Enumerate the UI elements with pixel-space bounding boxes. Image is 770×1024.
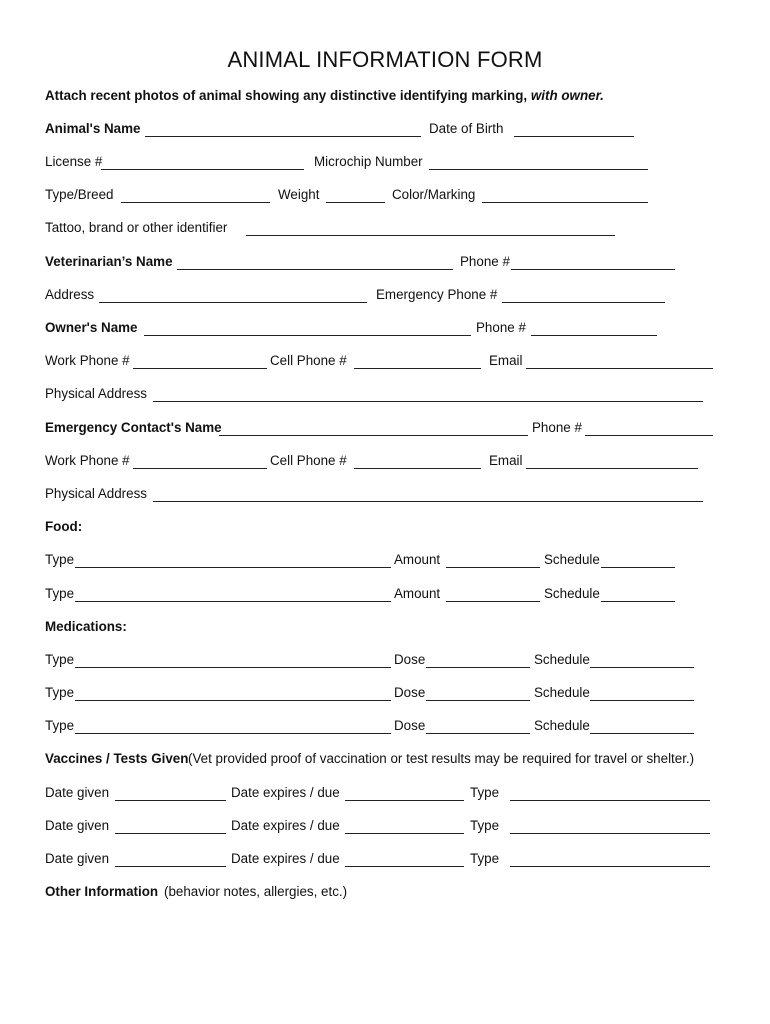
medication-schedule-label: Schedule (534, 718, 590, 733)
vaccine-date-given-field[interactable] (115, 866, 226, 867)
food-amount-label: Amount (394, 552, 441, 567)
other-information-note: (behavior notes, allergies, etc.) (164, 884, 348, 899)
medication-type-field[interactable] (75, 733, 391, 734)
medication-schedule-field[interactable] (590, 700, 694, 701)
owner-email-label: Email (489, 353, 523, 368)
food-type-field[interactable] (75, 567, 391, 568)
ec-work-phone-label: Work Phone # (45, 453, 130, 468)
medication-schedule-field[interactable] (590, 667, 694, 668)
owner-cell-phone-label: Cell Phone # (270, 353, 347, 368)
emergency-contact-phone-label: Phone # (532, 420, 582, 435)
instruction-emphasis: with owner. (530, 88, 604, 103)
owner-phone-label: Phone # (476, 320, 526, 335)
vaccines-note: (Vet provided proof of vaccination or test results may be required for travel or shelter.) (188, 751, 695, 766)
vet-address-field[interactable] (99, 302, 367, 303)
owner-physical-address-label: Physical Address (45, 386, 147, 401)
ec-physical-address-label: Physical Address (45, 486, 147, 501)
medication-schedule-label: Schedule (534, 685, 590, 700)
food-type-field[interactable] (75, 601, 391, 602)
medication-dose-field[interactable] (426, 700, 530, 701)
license-label: License # (45, 154, 103, 169)
vet-phone-field[interactable] (511, 269, 675, 270)
food-schedule-label: Schedule (544, 552, 600, 567)
color-marking-field[interactable] (482, 202, 648, 203)
owner-work-phone-label: Work Phone # (45, 353, 130, 368)
ec-email-label: Email (489, 453, 523, 468)
ec-cell-phone-label: Cell Phone # (270, 453, 347, 468)
food-amount-field[interactable] (446, 601, 540, 602)
medication-dose-field[interactable] (426, 733, 530, 734)
owner-name-label: Owner's Name (45, 320, 138, 335)
medication-type-label: Type (45, 652, 75, 667)
emergency-contact-name-label: Emergency Contact's Name (45, 420, 222, 435)
food-amount-field[interactable] (446, 567, 540, 568)
microchip-label: Microchip Number (314, 154, 423, 169)
vaccine-type-label: Type (470, 785, 500, 800)
food-schedule-label: Schedule (544, 586, 600, 601)
food-schedule-field[interactable] (601, 567, 675, 568)
vaccine-type-label: Type (470, 851, 500, 866)
medication-schedule-field[interactable] (590, 733, 694, 734)
form-instruction (45, 88, 604, 103)
vaccine-date-expires-field[interactable] (345, 866, 464, 867)
vaccine-type-field[interactable] (510, 800, 710, 801)
form-title: ANIMAL INFORMATION FORM (227, 47, 543, 72)
owner-name-field[interactable] (144, 335, 471, 336)
vaccine-type-field[interactable] (510, 833, 710, 834)
vaccine-date-given-field[interactable] (115, 833, 226, 834)
type-breed-label: Type/Breed (45, 187, 114, 202)
vet-phone-label: Phone # (460, 254, 510, 269)
weight-field[interactable] (326, 202, 385, 203)
food-heading: Food: (45, 519, 83, 534)
ec-physical-address-field[interactable] (153, 501, 703, 502)
food-type-label: Type (45, 586, 75, 601)
owner-phone-field[interactable] (531, 335, 657, 336)
medication-dose-label: Dose (394, 685, 426, 700)
medication-type-field[interactable] (75, 667, 391, 668)
medication-schedule-label: Schedule (534, 652, 590, 667)
microchip-field[interactable] (429, 169, 648, 170)
tattoo-field[interactable] (246, 235, 615, 236)
vaccine-date-given-label: Date given (45, 785, 110, 800)
vet-name-label: Veterinarian’s Name (45, 254, 173, 269)
animal-name-label: Animal's Name (45, 121, 141, 136)
owner-email-field[interactable] (526, 368, 713, 369)
vaccine-date-expires-label: Date expires / due (231, 818, 340, 833)
medication-type-field[interactable] (75, 700, 391, 701)
emergency-phone-label: Emergency Phone # (376, 287, 498, 302)
medication-type-label: Type (45, 685, 75, 700)
ec-work-phone-field[interactable] (133, 468, 267, 469)
vaccine-date-expires-label: Date expires / due (231, 851, 340, 866)
date-of-birth-label: Date of Birth (429, 121, 504, 136)
emergency-phone-field[interactable] (502, 302, 665, 303)
vet-name-field[interactable] (177, 269, 453, 270)
vaccine-date-expires-field[interactable] (345, 800, 464, 801)
ec-cell-phone-field[interactable] (354, 468, 481, 469)
ec-email-field[interactable] (526, 468, 698, 469)
emergency-contact-phone-field[interactable] (585, 435, 713, 436)
vaccine-date-expires-label: Date expires / due (231, 785, 340, 800)
instruction-text: Attach recent photos of animal showing any distinctive identifying marking, (45, 88, 528, 103)
vaccines-heading: Vaccines / Tests Given (45, 751, 189, 766)
owner-work-phone-field[interactable] (133, 368, 267, 369)
medications-heading: Medications: (45, 619, 127, 634)
medication-dose-label: Dose (394, 718, 426, 733)
vaccine-date-expires-field[interactable] (345, 833, 464, 834)
food-amount-label: Amount (394, 586, 441, 601)
vaccine-type-field[interactable] (510, 866, 710, 867)
animal-name-field[interactable] (145, 136, 421, 137)
food-type-label: Type (45, 552, 75, 567)
medication-type-label: Type (45, 718, 75, 733)
owner-physical-address-field[interactable] (153, 401, 703, 402)
other-information-heading: Other Information (45, 884, 159, 899)
food-schedule-field[interactable] (601, 601, 675, 602)
type-breed-field[interactable] (121, 202, 270, 203)
medication-dose-label: Dose (394, 652, 426, 667)
vaccine-type-label: Type (470, 818, 500, 833)
owner-cell-phone-field[interactable] (354, 368, 481, 369)
vaccine-date-given-label: Date given (45, 851, 110, 866)
tattoo-label: Tattoo, brand or other identifier (45, 220, 228, 235)
weight-label: Weight (278, 187, 320, 202)
vaccine-date-given-label: Date given (45, 818, 110, 833)
emergency-contact-name-field[interactable] (219, 435, 528, 436)
medication-dose-field[interactable] (426, 667, 530, 668)
vaccine-date-given-field[interactable] (115, 800, 226, 801)
vet-address-label: Address (45, 287, 95, 302)
license-field[interactable] (101, 169, 304, 170)
date-of-birth-field[interactable] (514, 136, 634, 137)
color-marking-label: Color/Marking (392, 187, 476, 202)
